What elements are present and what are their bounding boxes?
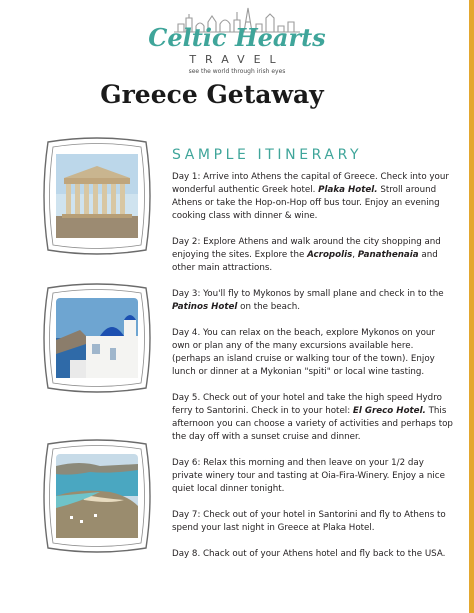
section-heading: SAMPLE ITINERARY (172, 147, 363, 163)
day-text: Day 8. Chack out of your Athens hotel and fly back to the USA. (172, 549, 446, 559)
day-text: Day 3: You'll fly to Mykonos by small plane and check in to the (172, 289, 444, 299)
itinerary-day-8 (172, 548, 454, 561)
highlighted-place-name: Acropolis (307, 250, 353, 260)
parthenon-photo (40, 134, 154, 258)
itinerary-day-1 (172, 171, 454, 223)
itinerary-day-7 (172, 509, 454, 535)
highlighted-place-name: Patinos Hotel (172, 302, 238, 312)
itinerary-list (172, 171, 454, 574)
day-text: Day 4. You can relax on the beach, explore Mykonos on your own or plan any of the many excursions available here. (perhaps an island cruise or walking tour of the town). Enjoy lunch or dinner at a Mykonian "spiti" or local wine tasting. (172, 328, 435, 377)
parthenon-photo-frame (40, 134, 154, 258)
logo-brand-name: Celtic Hearts (148, 23, 326, 52)
day-text: Day 1: Arrive into Athens the capital of Greece. Check into your wonderful authentic Greek hotel. (172, 172, 449, 195)
gold-side-bar (469, 0, 474, 613)
mykonos-coast-photo (40, 436, 154, 556)
itinerary-day-6 (172, 457, 454, 496)
highlighted-place-name: Panathenaia (357, 250, 419, 260)
logo-tagline: see the world through irish eyes (188, 68, 286, 75)
day-text: Stroll around Athens or take the Hop-on-Hop off bus tour. Enjoy an evening cooking class with dinner & wine. (172, 185, 440, 221)
itinerary-day-3 (172, 288, 454, 314)
santorini-photo-frame (40, 280, 154, 396)
day-text: and other main attractions. (172, 250, 438, 273)
page-title: Greece Getaway (100, 80, 324, 109)
day-text: This afternoon you can choose a variety of activities and perhaps top the day off with a sunset cruise and dinner. (172, 406, 453, 442)
itinerary-day-2 (172, 236, 454, 275)
celtic-hearts-logo (138, 2, 338, 82)
logo-travel-word: TRAVEL (189, 53, 285, 66)
highlighted-place-name: Plaka Hotel. (318, 185, 378, 195)
mykonos-photo-frame (40, 436, 154, 556)
day-text: Day 6: Relax this morning and then leave on your 1/2 day private winery tour and tasting at Oia-Fira-Winery. Enjoy a nice quiet local dinner tonight. (172, 458, 445, 494)
santorini-domes-photo (40, 280, 154, 396)
itinerary-day-5 (172, 392, 454, 444)
highlighted-place-name: El Greco Hotel. (352, 406, 426, 416)
day-text: on the beach. (237, 302, 301, 312)
day-text: , (352, 250, 358, 260)
day-text: Day 7: Check out of your hotel in Santorini and fly to Athens to spend your last night in Greece at Plaka Hotel. (172, 510, 446, 533)
itinerary-day-4 (172, 327, 454, 379)
day-text: Day 2: Explore Athens and walk around the city shopping and enjoying the sites. Explore the (172, 237, 441, 260)
day-text: Day 5. Check out of your hotel and take the high speed Hydro ferry to Santorini. Check in to your hotel: (172, 393, 442, 416)
